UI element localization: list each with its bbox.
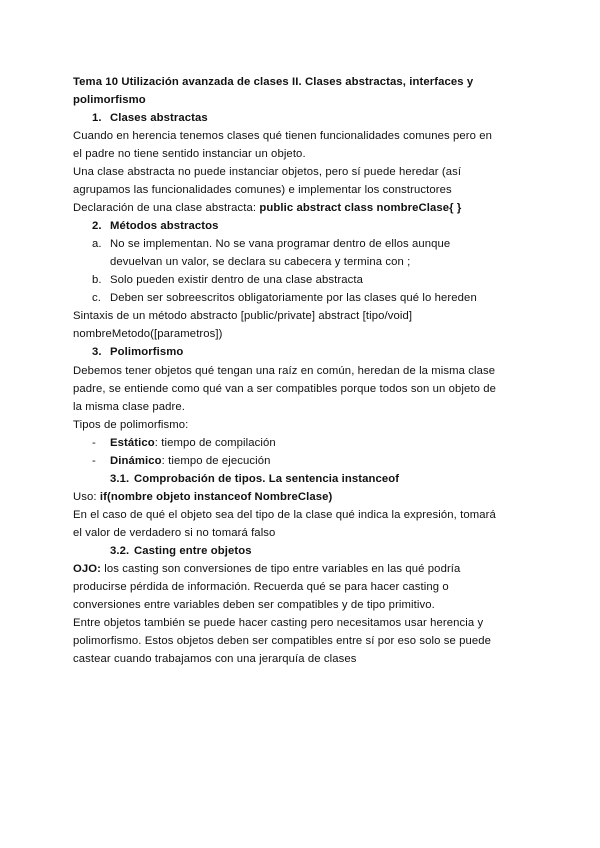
section-3-1-line-2: el valor de verdadero si no tomará falso [73, 527, 276, 539]
section-1-line-1: Cuando en herencia tenemos clases qué tienen funcionalidades comunes pero en [73, 130, 492, 142]
list-item [92, 289, 477, 307]
section-3-2-number: 3.2. [110, 545, 130, 557]
section-3-line-1: Debemos tener objetos qué tengan una raíz en común, heredan de la misma clase [73, 365, 496, 377]
section-1-line-3: Una clase abstracta no puede instanciar objetos, pero sí puede heredar (así [73, 166, 462, 178]
section-3-1-heading [110, 470, 399, 488]
section-2-heading [92, 217, 219, 235]
abstract-method-syntax-line-2: nombreMetodo([parametros]) [73, 328, 223, 340]
section-2-title: Métodos abstractos [110, 220, 219, 232]
list-marker: a. [92, 238, 102, 250]
abstract-method-syntax-line-1: Sintaxis de un método abstracto [public/private] abstract [tipo/void] [73, 310, 413, 322]
section-1-line-4: agrupamos las funcionalidades comunes) e implementar los constructores [73, 184, 452, 196]
declaration-code: public abstract class nombreClase{ } [259, 202, 462, 214]
list-item [92, 235, 450, 253]
section-3-2-line-4: polimorfismo. Estos objetos deben ser compatibles entre sí por eso solo se puede [73, 635, 492, 647]
section-3-title: Polimorfismo [110, 346, 184, 358]
title-line-1: Tema 10 Utilización avanzada de clases II. Clases abstractas, interfaces y [73, 76, 474, 88]
title-line-2: polimorfismo [73, 94, 146, 106]
section-3-1-title: Comprobación de tipos. La sentencia instanceof [134, 473, 400, 485]
section-3-2-line-2: conversiones entre variables deben ser compatibles y de tipo primitivo. [73, 599, 435, 611]
section-3-1-line-1: En el caso de qué el objeto sea del tipo de la clase qué indica la expresión, tomará [73, 509, 496, 521]
list-item-text: Solo pueden existir dentro de una clase abstracta [110, 274, 363, 286]
section-3-line-3: la misma clase padre. [73, 401, 185, 413]
section-1-title: Clases abstractas [110, 112, 208, 124]
usage-code: if(nombre objeto instanceof NombreClase) [99, 491, 333, 503]
abstract-class-declaration [73, 199, 461, 217]
ojo-text: los casting son conversiones de tipo entre variables en las qué podría [101, 563, 461, 575]
list-item-text: No se implementan. No se vana programar dentro de ellos aunque [110, 238, 451, 250]
ojo-label: OJO: [73, 563, 102, 575]
polymorphism-types-label: Tipos de polimorfismo: [73, 419, 189, 431]
section-3-number: 3. [92, 346, 102, 358]
list-item [92, 271, 363, 289]
section-3-2-title: Casting entre objetos [134, 545, 252, 557]
section-3-heading [92, 343, 183, 361]
section-1-heading [92, 109, 208, 127]
list-marker: - [92, 437, 96, 449]
instanceof-usage [73, 488, 332, 506]
section-3-2-line-5: castear cuando trabajamos con una jerarquía de clases [73, 653, 357, 665]
list-marker: b. [92, 274, 102, 286]
section-2-number: 2. [92, 220, 102, 232]
section-1-number: 1. [92, 112, 102, 124]
type-description: : tiempo de compilación [154, 437, 276, 449]
type-name: Estático [110, 437, 155, 449]
list-marker: - [92, 455, 96, 467]
list-item-continuation: devuelvan un valor, se declara su cabecera y termina con ; [110, 256, 411, 268]
ojo-note [73, 560, 460, 578]
list-item-text: Deben ser sobreescritos obligatoriamente por las clases qué lo hereden [110, 292, 477, 304]
declaration-label: Declaración de una clase abstracta: [73, 202, 260, 214]
section-3-1-number: 3.1. [110, 473, 130, 485]
section-1-line-2: el padre no tiene sentido instanciar un objeto. [73, 148, 306, 160]
usage-label: Uso: [73, 491, 100, 503]
type-name: Dinámico [110, 455, 162, 467]
type-description: : tiempo de ejecución [161, 455, 271, 467]
section-3-2-line-1: producirse pérdida de información. Recuerda qué se para hacer casting o [73, 581, 449, 593]
list-item [92, 434, 276, 452]
list-item [92, 452, 271, 470]
section-3-2-heading [110, 542, 252, 560]
section-3-line-2: padre, se entiende como qué van a ser compatibles porque todos son un objeto de [73, 383, 497, 395]
list-marker: c. [92, 292, 101, 304]
section-3-2-line-3: Entre objetos también se puede hacer casting pero necesitamos usar herencia y [73, 617, 484, 629]
